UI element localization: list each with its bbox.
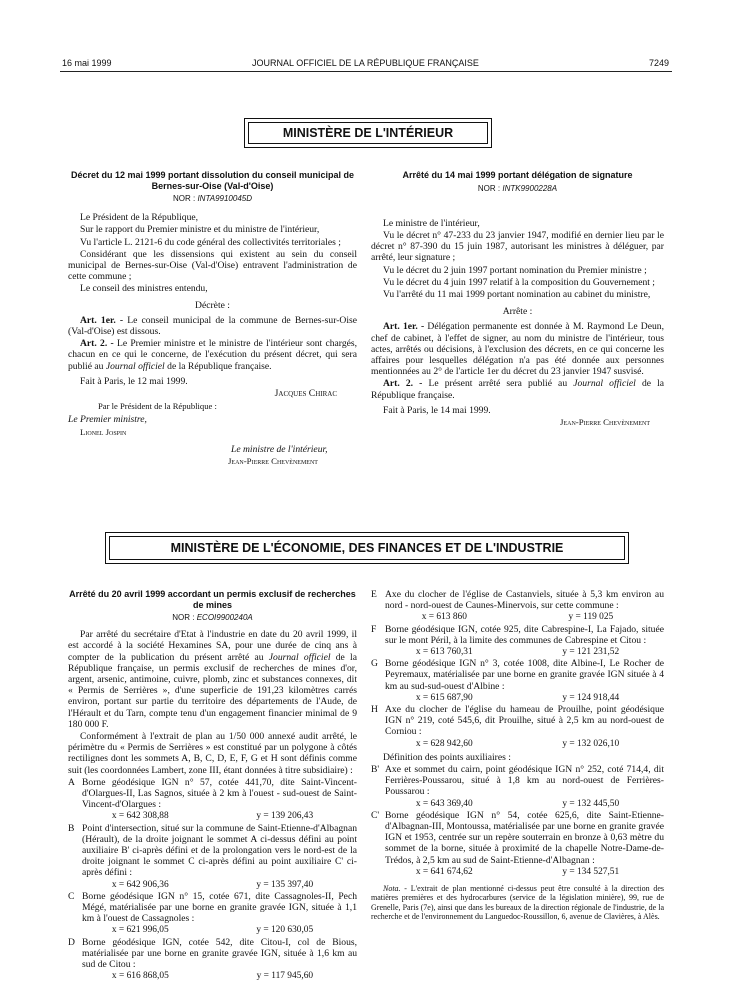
- point-letter: B: [68, 822, 75, 834]
- point-letter: B': [371, 764, 380, 776]
- header-rule: [60, 71, 672, 72]
- arrete-permis-title: Arrêté du 20 avril 1999 accordant un permis exclusif de recherches de mines: [69, 589, 356, 610]
- decree-nor: NOR : INTA9910045D: [172, 194, 253, 203]
- points-aux-list: [371, 764, 664, 878]
- decree-art2: Art. 2. - Le Premier ministre et le ministre de l'intérieur sont chargés, chacun en ce qui le concerne, de l'exécution du présent décret, qui sera publié au Journal officiel de la République française.: [68, 338, 358, 372]
- point-description: Borne géodésique IGN, cotée 542, dite Citou-I, col de Bious, matérialisée par une borne en granite gravée IGN, située à 1,6 km au sud de Citou :: [82, 936, 357, 971]
- arrete-delegation-p3: Vu le décret du 2 juin 1997 portant nomination du Premier ministre ;: [383, 264, 647, 276]
- decree-interieur: [68, 170, 357, 468]
- point-letter: E: [371, 589, 377, 600]
- point-x-coordinate: x = 641 674,62: [415, 866, 473, 877]
- arrete-delegation-fait: Fait à Paris, le 14 mai 1999.: [383, 404, 491, 416]
- header-journal: JOURNAL OFFICIEL DE LA RÉPUBLIQUE FRANÇAISE: [252, 58, 479, 68]
- arrete-delegation-nor-code: INTK9900228A: [502, 183, 558, 193]
- boundary-point: [371, 589, 664, 624]
- arrete-permis-p1: Par arrêté du secrétaire d'Etat à l'industrie en date du 20 avril 1999, il est accordé à la société Hexamines SA, pour une durée de cinq ans à compter de la publication du présent arrêté au Journal officiel de la République française, un permis exclusif de recherches de mines d'or, argent, arsenic, antimoine, cuivre, plomb, zinc et substances connexes, dit « Permis de Serrières », d'une superficie de 191,23 kilomètres carrés environ, portant sur partie du territoire des départements de l'Aude, de l'Hérault et du Tarn, compte tenu d'un engagement financier minimal de 9 180 000 F.: [68, 629, 357, 730]
- arrete-delegation-art2: Art. 2. - Le présent arrêté sera publié au Journal officiel de la République française.: [371, 378, 665, 401]
- point-x-coordinate: x = 628 942,60: [415, 738, 473, 749]
- point-y-coordinate: y = 134 527,51: [562, 866, 620, 877]
- point-x-coordinate: x = 643 369,40: [415, 798, 473, 809]
- header-page-number: 7249: [648, 58, 669, 68]
- point-y-coordinate: y = 120 630,05: [256, 925, 314, 936]
- arrete-delegation-signer: Jean-Pierre Chevènement: [560, 416, 650, 427]
- arrete-permis-nor: NOR : ECOI9900240A: [172, 613, 253, 622]
- arrete-permis-p2: Conformément à l'extrait de plan au 1/50 000 annexé audit arrêté, le périmètre du « Permis de Serrières » est constitué par un polygone à côtés rectilignes dont les sommets A, B, C, D, E, F, G et H sont définis comme suit (les coordonnées Lambert, zone III, étant données à titre subsidiaire) :: [68, 731, 357, 776]
- point-description: Axe du clocher de l'église de Castanviels, située à 5,3 km environ au nord - nord-ouest de Caunes-Minervois, sur cette commune :: [385, 589, 664, 612]
- arrete-delegation-arrete: Arrête :: [502, 306, 533, 318]
- section-band-interieur: [244, 118, 492, 148]
- arrete-permis-right: [371, 589, 664, 923]
- point-description: Borne géodésique IGN n° 3, cotée 1008, dite Albine-I, Le Rocher de Peyremaux, matérialisée par une borne en granite gravée IGN située à 4 km au sud-sud-ouest d'Albine :: [385, 658, 664, 692]
- arrete-delegation-nor: NOR : INTK9900228A: [477, 183, 558, 193]
- point-letter: C': [371, 809, 380, 821]
- point-y-coordinate: y = 119 025: [568, 612, 614, 623]
- point-y-coordinate: y = 132 026,10: [562, 738, 620, 749]
- decree-signer-president: Jacques Chirac: [274, 388, 337, 400]
- point-letter: C: [68, 890, 75, 902]
- boundary-point: [68, 777, 357, 823]
- boundary-point: [371, 624, 664, 659]
- decree-p4: Considérant que les dissensions qui existent au sein du conseil municipal de Bernes-sur-Oise (Val-d'Oise) entravent l'administration de cette commune ;: [68, 248, 357, 283]
- point-description: Borne géodésique IGN, cotée 925, dite Cabrespine-I, La Fajado, située sur le mont Péril, à la limite des communes de Cabrespine et Citou :: [385, 623, 664, 646]
- points-left-list: [68, 777, 357, 983]
- point-description: Borne géodésique IGN n° 57, cotée 441,70, dite Saint-Vincent-d'Olargues-II, Las Sagnos, située à 2 km à l'ouest - sud-ouest de Saint-Vincent-d'Olargues :: [82, 776, 357, 811]
- point-x-coordinate: x = 616 868,05: [111, 971, 169, 982]
- section-title-interieur: MINISTÈRE DE L'INTÉRIEUR: [248, 122, 488, 144]
- boundary-point: [371, 658, 664, 704]
- decree-title: Décret du 12 mai 1999 portant dissolution du conseil municipal de Bernes-sur-Oise (Val-d'Oise): [70, 170, 355, 191]
- aux-title: Définition des points auxiliaires :: [383, 751, 511, 763]
- decree-mi-title: Le ministre de l'intérieur,: [231, 443, 328, 455]
- decree-p5: Le conseil des ministres entendu,: [80, 283, 208, 295]
- boundary-point: [371, 764, 664, 810]
- decree-p1: Le Président de la République,: [80, 212, 199, 224]
- point-letter: F: [371, 623, 377, 635]
- arrete-delegation-p5: Vu l'arrêté du 11 mai 1999 portant nomination au cabinet du ministre,: [383, 288, 651, 300]
- point-letter: D: [68, 936, 75, 948]
- point-x-coordinate: x = 613 860: [421, 612, 467, 623]
- point-x-coordinate: x = 613 760,31: [415, 647, 473, 658]
- decree-decrete: Décrète :: [195, 299, 230, 311]
- boundary-point: [68, 891, 357, 937]
- point-description: Borne géodésique IGN n° 15, cotée 671, dite Cassagnoles-II, Pech Mégé, matérialisée par une borne en granite gravée IGN, située à 1,1 km à l'ouest de Cassagnoles :: [82, 890, 357, 925]
- arrete-delegation-art1: Art. 1er. - Délégation permanente est donnée à M. Raymond Le Deun, chef de cabinet, à l'effet de signer, au nom du ministre de l'intérieur, tous actes, arrêtés ou décisions, à l'exclusion des décrets, en ce qui concerne les affaires pour lesquelles délégation n'a pas été donnée aux personnes mentionnées au 2° de l'article 1er du décret du 23 janvier 1947 susvisé.: [371, 321, 664, 378]
- arrete-permis-left: [68, 589, 357, 983]
- point-y-coordinate: y = 135 397,40: [256, 879, 314, 890]
- point-x-coordinate: x = 615 687,90: [415, 692, 473, 703]
- point-x-coordinate: x = 621 996,05: [111, 925, 169, 936]
- arrete-delegation-title: Arrêté du 14 mai 1999 portant délégation de signature: [402, 170, 633, 180]
- point-letter: A: [68, 776, 75, 788]
- point-description: Point d'intersection, situé sur la commune de Saint-Etienne-d'Albagnan (Hérault), de la droite joignant le sommet A ci-dessus défini au point auxiliaire B' ci-après défini et de la prolongation vers le nord-est de la droite joignant le sommet C ci-après défini au point auxiliaire C' ci-après défini :: [82, 822, 357, 879]
- arrete-delegation-p4: Vu le décret du 4 juin 1997 relatif à la composition du Gouvernement ;: [383, 276, 655, 288]
- decree-mi-name: Jean-Pierre Chevènement: [228, 456, 318, 467]
- point-letter: H: [371, 704, 378, 716]
- point-x-coordinate: x = 642 308,88: [111, 811, 169, 822]
- point-y-coordinate: y = 117 945,60: [256, 971, 314, 982]
- point-description: Axe du clocher de l'église du hameau de Prouilhe, point géodésique IGN n° 219, coté 545,6, dit Prouilhe, situé à 2,5 km au nord-ouest de Corniou :: [385, 704, 664, 738]
- boundary-point: [68, 937, 357, 983]
- point-description: Axe et sommet du cairn, point géodésique IGN n° 252, coté 714,4, dit Ferrières-Poussarou, situé à 1,8 km au nord-ouest de Ferrières-Poussarou :: [385, 764, 664, 798]
- decree-p2: Sur le rapport du Premier ministre et du ministre de l'intérieur,: [80, 224, 320, 236]
- points-right-list: [371, 589, 664, 750]
- decree-p3: Vu l'article L. 2121-6 du code général des collectivités territoriales ;: [80, 236, 341, 248]
- arrete-permis-nor-code: ECOI9900240A: [196, 613, 253, 622]
- section-title-economie: MINISTÈRE DE L'ÉCONOMIE, DES FINANCES ET DE L'INDUSTRIE: [109, 536, 625, 560]
- point-y-coordinate: y = 139 206,43: [256, 811, 314, 822]
- arrete-delegation: [371, 170, 664, 429]
- boundary-point: [68, 823, 357, 891]
- decree-pm-name: Lionel Jospin: [80, 426, 127, 437]
- point-y-coordinate: y = 121 231,52: [562, 647, 620, 658]
- section-band-economie: [105, 532, 629, 564]
- boundary-point: [371, 810, 664, 878]
- header-date: 16 mai 1999: [62, 58, 112, 68]
- point-x-coordinate: x = 642 906,36: [111, 879, 169, 890]
- arrete-permis-nota: Nota. - L'extrait de plan mentionné ci-dessus peut être consulté à la direction des matières premières et des hydrocarbures (service de la législation minière), 99, rue de Grenelle, Paris (7e), ainsi que dans les bureaux de la direction régionale de l'industrie, de la recherche et de l'environnement du Languedoc-Roussillon, 6, avenue de Clavières, à Alès.: [371, 884, 664, 922]
- point-description: Borne géodésique IGN n° 54, cotée 625,6, dite Saint-Etienne-d'Albagnan-III, Montoussa, matérialisée par une borne en granite gravée IGN et 1953, centrée sur un repère souterrain en bronze à 0,63 mètre du sommet de la borne, située à proximité de la chapelle Notre-Dame-de-Trédos, à 2,5 km au sud de Saint-Etienne-d'Albagnan :: [385, 809, 664, 866]
- arrete-delegation-p1: Le ministre de l'intérieur,: [383, 217, 480, 229]
- decree-pm-title: Le Premier ministre,: [68, 414, 147, 426]
- point-y-coordinate: y = 124 918,44: [562, 692, 620, 703]
- decree-fait: Fait à Paris, le 12 mai 1999.: [80, 375, 188, 387]
- decree-par: Par le Président de la République :: [98, 401, 217, 412]
- point-letter: G: [371, 658, 378, 670]
- decree-art1: Art. 1er. - Le conseil municipal de la commune de Bernes-sur-Oise (Val-d'Oise) est dissous.: [68, 314, 357, 338]
- arrete-delegation-p2: Vu le décret n° 47-233 du 23 janvier 1947, modifié en dernier lieu par le décret n° 87-390 du 15 juin 1987, autorisant les ministres à déléguer, par arrêté, leur signature ;: [371, 229, 664, 264]
- boundary-point: [371, 704, 664, 750]
- decree-nor-code: INTA9910045D: [197, 194, 253, 203]
- point-y-coordinate: y = 132 445,50: [562, 798, 620, 809]
